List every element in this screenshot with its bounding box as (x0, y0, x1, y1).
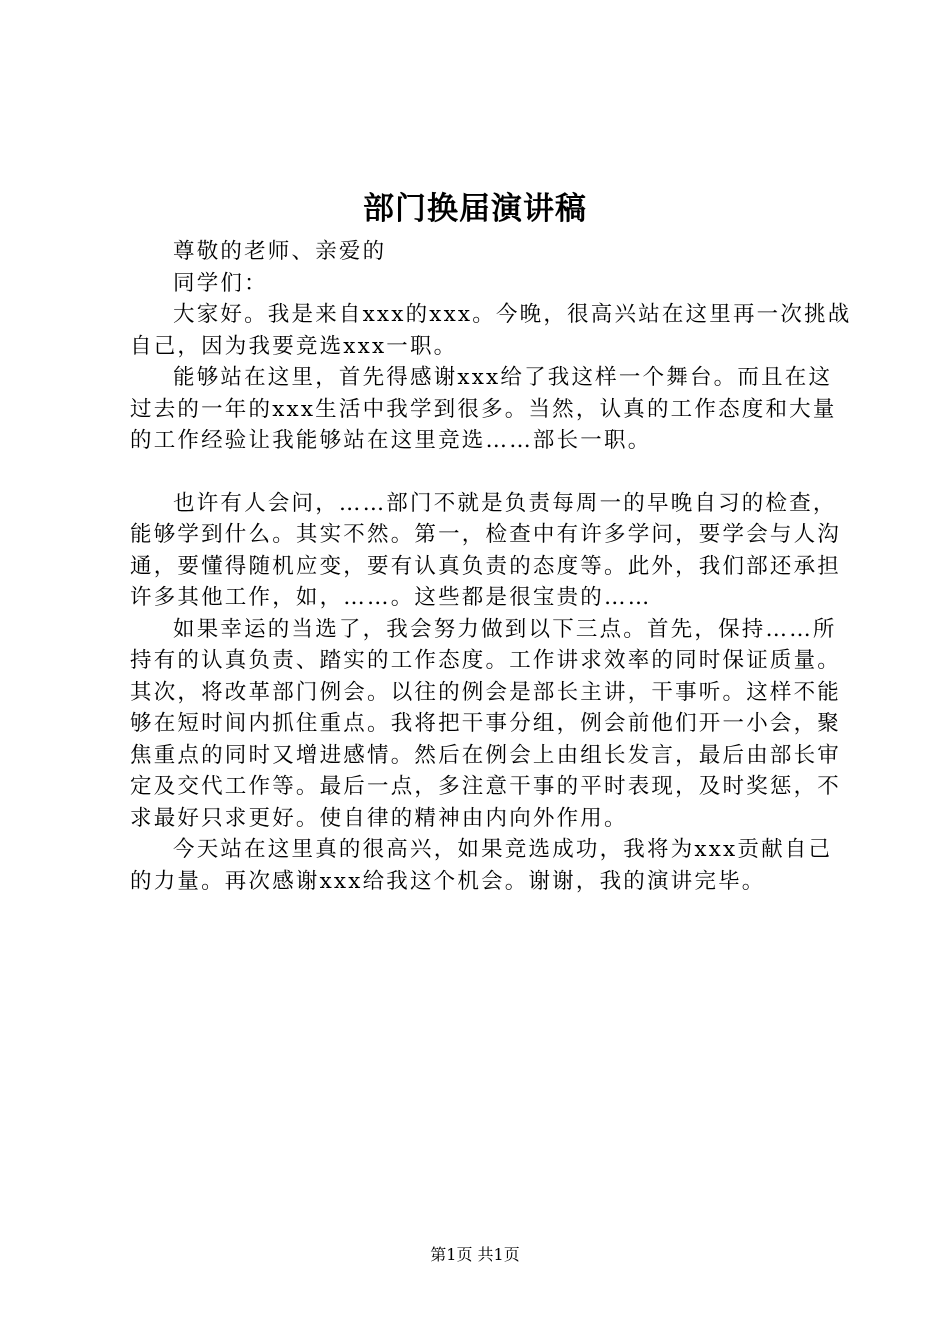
paragraph-plans: 如果幸运的当选了，我会努力做到以下三点。首先，保持……所持有的认真负责、踏实的工作态度。工作讲求效率的同时保证质量。其次，将改革部门例会。以往的例会是部长主讲，干事听。这样不能够在短时间内抓住重点。我将把干事分组，例会前他们开一小会，聚焦重点的同时又增进感情。然后在例会上由组长发言，最后由部长审定及交代工作等。最后一点，多注意干事的平时表现，及时奖惩，不求最好只求更好。使自律的精神由内向外作用。 (130, 616, 842, 831)
paragraph-closing: 今天站在这里真的很高兴，如果竞选成功，我将为xxx贡献自己的力量。再次感谢xxx给我这个机会。谢谢，我的演讲完毕。 (130, 837, 833, 894)
paragraph-greeting: 大家好。我是来自xxx的xxx。今晚，很高兴站在这里再一次挑战自己，因为我要竞选xxx一职。 (130, 302, 852, 359)
document-title: 部门换届演讲稿 (363, 191, 587, 227)
paragraph-department-work: 也许有人会问，……部门不就是负责每周一的早晚自习的检查，能够学到什么。其实不然。第一，检查中有许多学问，要学会与人沟通，要懂得随机应变，要有认真负责的态度等。此外，我们部还承担许多其他工作，如，……。这些都是很宝贵的…… (130, 490, 842, 610)
paragraph-thanks: 能够站在这里，首先得感谢xxx给了我这样一个舞台。而且在这过去的一年的xxx生活中我学到很多。当然，认真的工作态度和大量的工作经验让我能够站在这里竞选……部长一职。 (130, 365, 837, 453)
speech-body (130, 236, 852, 897)
salutation-line-2: 同学们： (173, 270, 268, 296)
salutation-line-1: 尊敬的老师、亲爱的 (173, 239, 387, 264)
page-footer: 第1页 共1页 (430, 1245, 520, 1264)
